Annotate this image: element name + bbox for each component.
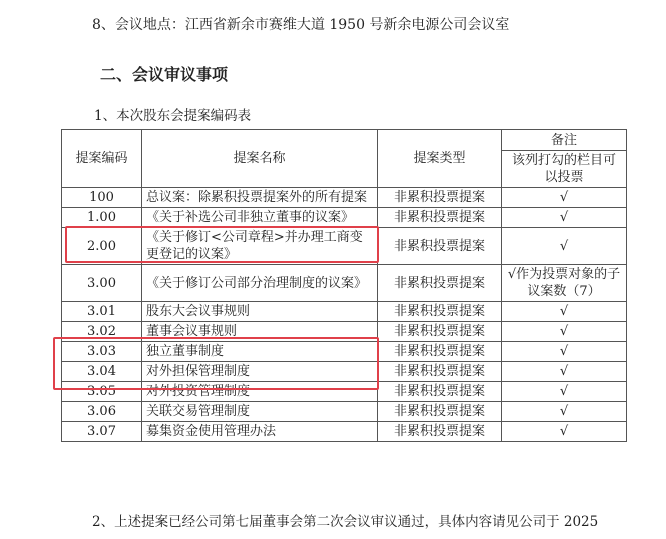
proposal-name: 股东大会议事规则: [142, 302, 378, 322]
table-row: [62, 265, 627, 302]
proposal-note: √: [502, 228, 627, 265]
section-title: 二、会议审议事项: [100, 65, 229, 84]
proposal-name: 《关于补选公司非独立董事的议案》: [142, 208, 378, 228]
table-row: [62, 422, 627, 442]
header-code: 提案编码: [62, 130, 142, 188]
proposal-type: 非累积投票提案: [378, 362, 502, 382]
proposal-name: 募集资金使用管理办法: [142, 422, 378, 442]
table-row: [62, 188, 627, 208]
proposal-name: 总议案：除累积投票提案外的所有提案: [142, 188, 378, 208]
proposal-type: 非累积投票提案: [378, 302, 502, 322]
proposal-type: 非累积投票提案: [378, 322, 502, 342]
proposal-note: √: [502, 322, 627, 342]
proposal-code: 2.00: [62, 228, 142, 265]
table-row: [62, 322, 627, 342]
table-row: [62, 228, 627, 265]
proposal-type: 非累积投票提案: [378, 265, 502, 302]
proposal-name: 关联交易管理制度: [142, 402, 378, 422]
table-row: [62, 382, 627, 402]
table-caption: 1、本次股东会提案编码表: [94, 108, 252, 124]
proposal-type: 非累积投票提案: [378, 422, 502, 442]
proposal-code: 3.04: [62, 362, 142, 382]
proposal-note: √作为投票对象的子议案数（7）: [502, 265, 627, 302]
proposal-type: 非累积投票提案: [378, 188, 502, 208]
header-type: 提案类型: [378, 130, 502, 188]
footer-text: 2、上述提案已经公司第七届董事会第二次会议审议通过，具体内容请见公司于 2025: [92, 514, 599, 530]
proposal-code: 3.05: [62, 382, 142, 402]
proposal-code: 3.07: [62, 422, 142, 442]
proposal-code: 3.03: [62, 342, 142, 362]
header-name: 提案名称: [142, 130, 378, 188]
proposal-name: 董事会议事规则: [142, 322, 378, 342]
proposal-code: 100: [62, 188, 142, 208]
proposal-code: 3.01: [62, 302, 142, 322]
table-row: [62, 302, 627, 322]
proposal-note: √: [502, 342, 627, 362]
proposal-name: 《关于修订<公司章程>并办理工商变更登记的议案》: [142, 228, 378, 265]
proposal-code: 1.00: [62, 208, 142, 228]
proposal-name: 《关于修订公司部分治理制度的议案》: [142, 265, 378, 302]
proposal-note: √: [502, 422, 627, 442]
proposal-note: √: [502, 302, 627, 322]
proposal-note: √: [502, 188, 627, 208]
proposal-note: √: [502, 382, 627, 402]
proposal-type: 非累积投票提案: [378, 208, 502, 228]
proposal-type: 非累积投票提案: [378, 228, 502, 265]
proposal-note: √: [502, 362, 627, 382]
proposal-code: 3.00: [62, 265, 142, 302]
proposal-type: 非累积投票提案: [378, 402, 502, 422]
proposal-code-table: [61, 129, 627, 442]
table-row: [62, 208, 627, 228]
proposal-code: 3.06: [62, 402, 142, 422]
header-note: 备注: [502, 130, 627, 151]
proposal-note: √: [502, 402, 627, 422]
table-row: [62, 362, 627, 382]
proposal-name: 对外担保管理制度: [142, 362, 378, 382]
proposal-type: 非累积投票提案: [378, 342, 502, 362]
table-row: [62, 402, 627, 422]
proposal-name: 独立董事制度: [142, 342, 378, 362]
header-note-sub: 该列打勾的栏目可以投票: [502, 151, 627, 188]
proposal-note: √: [502, 208, 627, 228]
proposal-code: 3.02: [62, 322, 142, 342]
proposal-type: 非累积投票提案: [378, 382, 502, 402]
meeting-location-text: 8、会议地点：江西省新余市赛维大道 1950 号新余电源公司会议室: [92, 17, 510, 33]
table-row: [62, 342, 627, 362]
proposal-name: 对外投资管理制度: [142, 382, 378, 402]
